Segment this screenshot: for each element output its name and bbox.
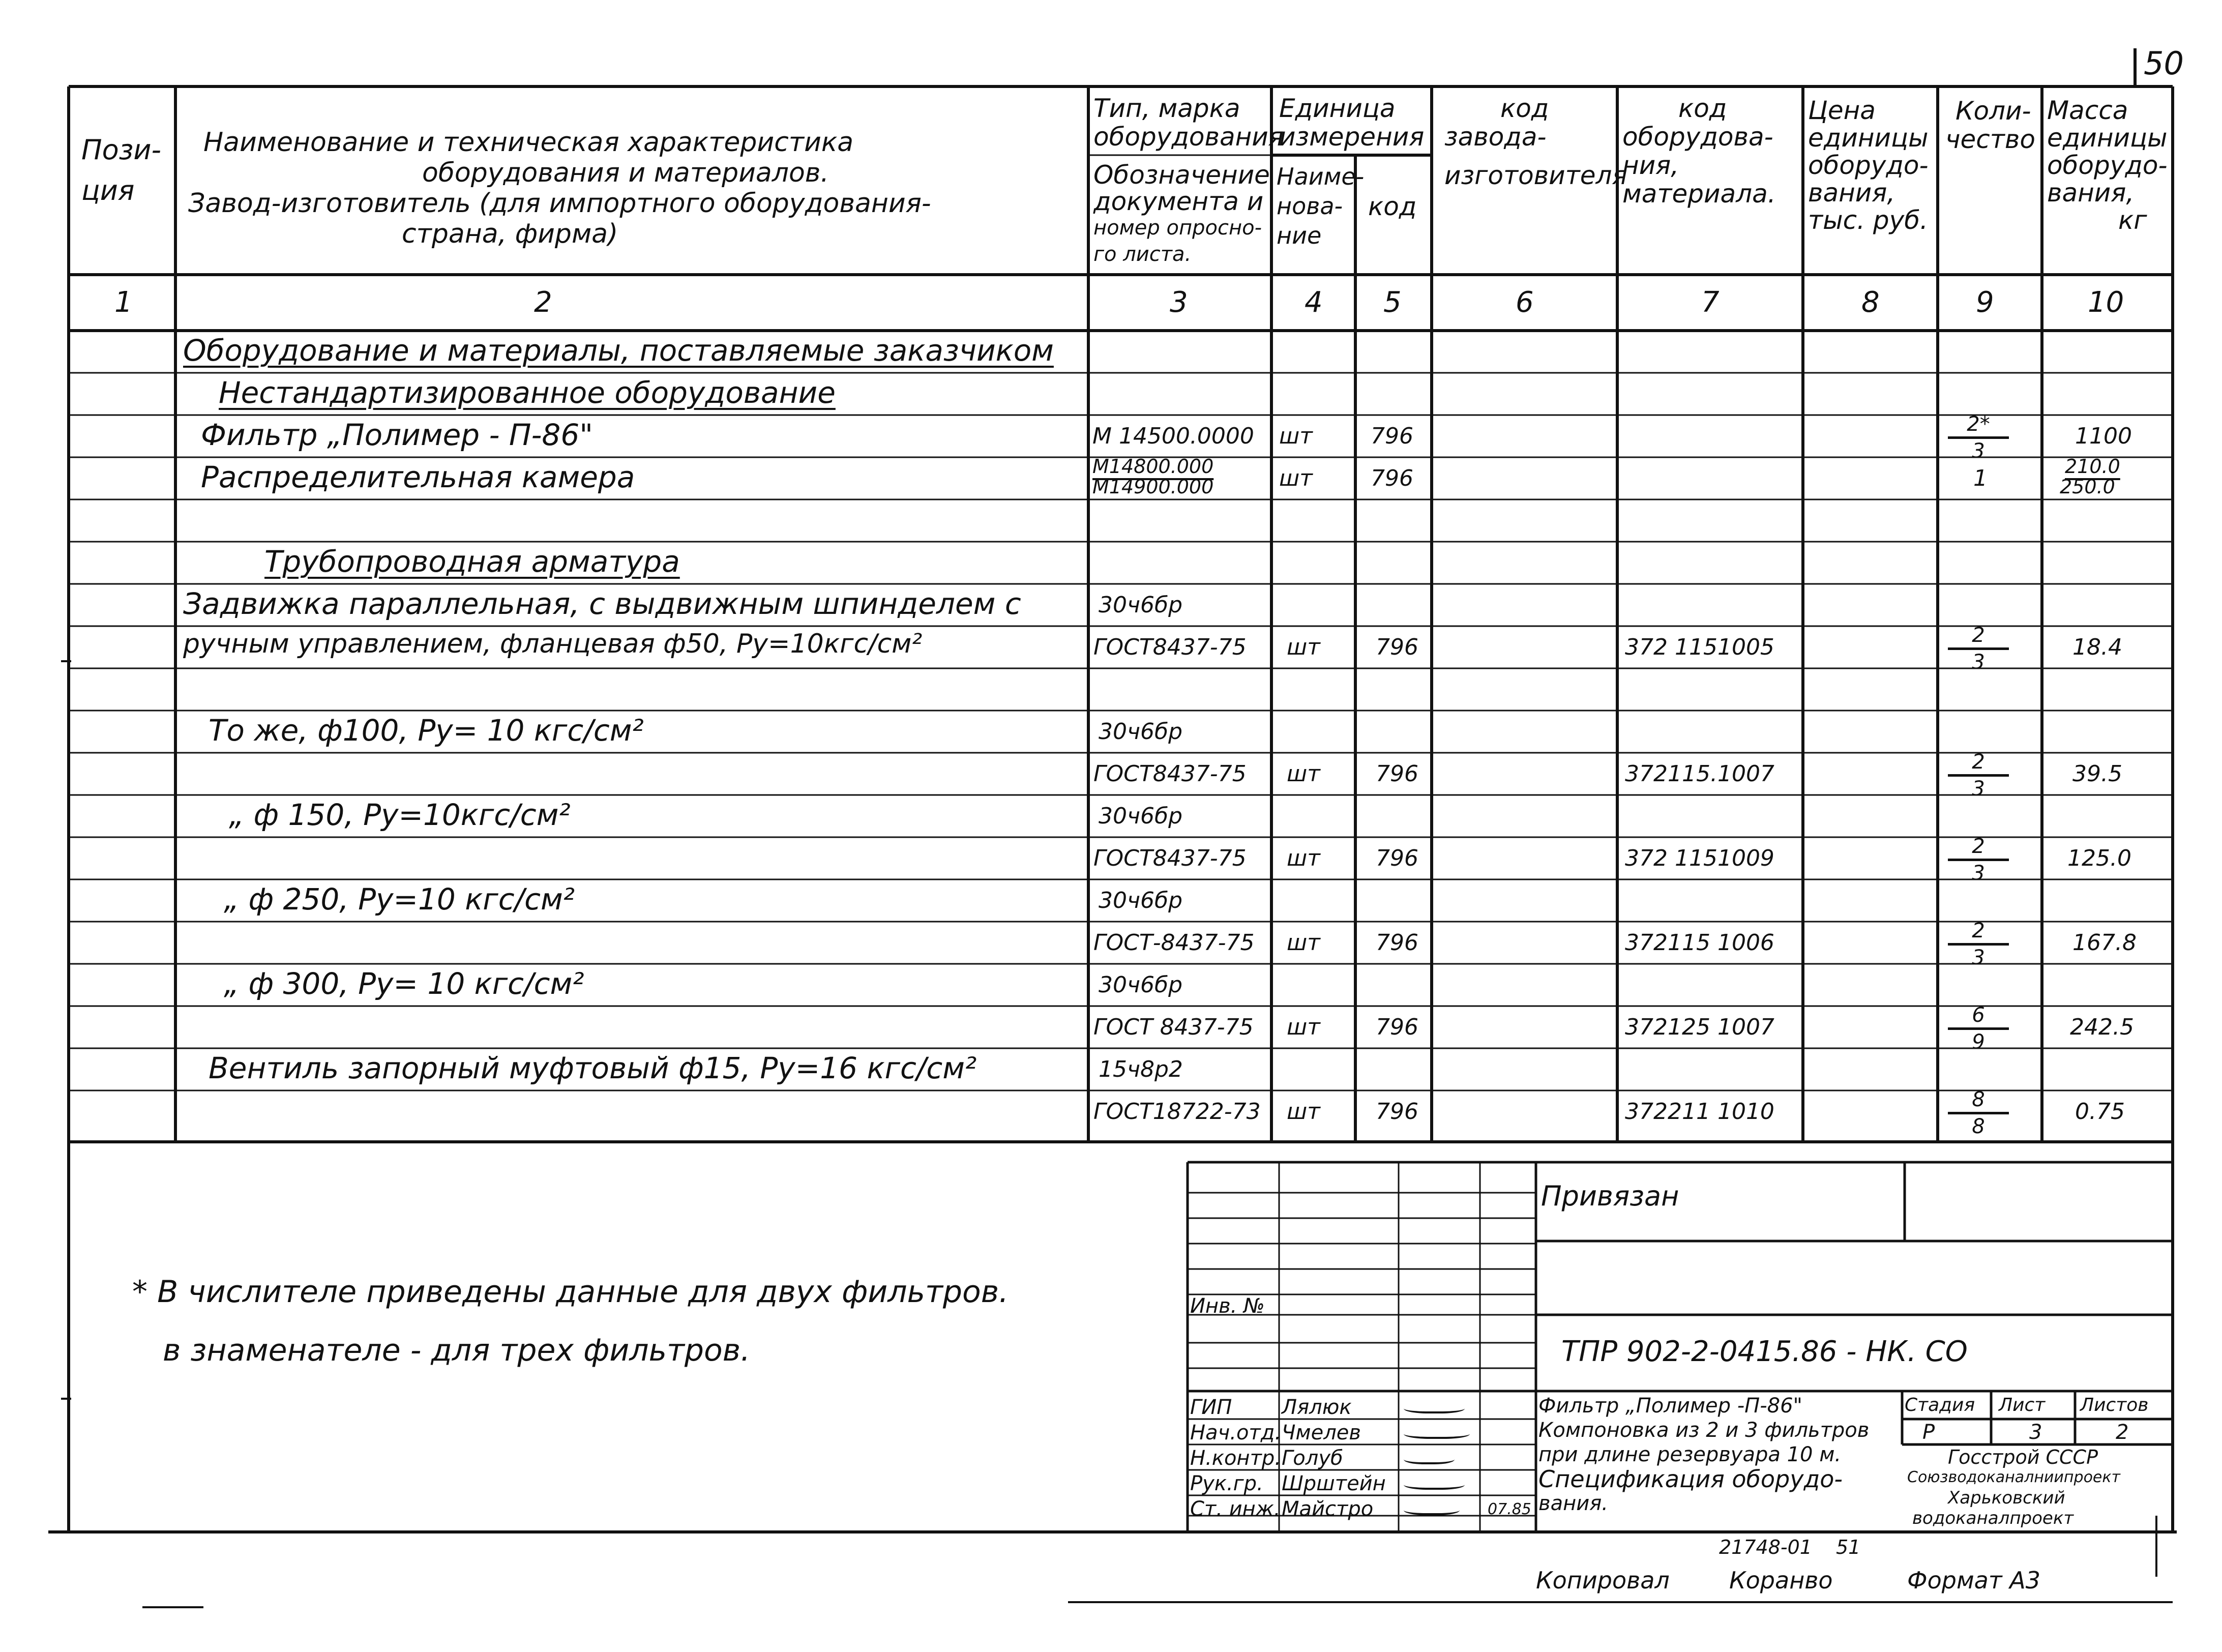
stamp-role: Н.контр. (1190, 1447, 1281, 1470)
fraction-bar (1948, 943, 2009, 946)
stamp-role: ГИП (1190, 1396, 1232, 1419)
row-document: ГОСТ 8437-75 (1093, 1014, 1254, 1040)
row-document: ГОСТ-8437-75 (1093, 930, 1255, 956)
fraction-bar (1948, 774, 2009, 777)
sheets-label: Листов (2080, 1395, 2149, 1415)
row-unit-code: 796 (1376, 930, 1418, 956)
quantity-denominator: 3 (1972, 777, 1985, 801)
row-unit-code: 796 (1371, 423, 1413, 449)
footnote-line: * В числителе приведены данные для двух фильтров. (132, 1274, 1009, 1310)
signature-mark (1404, 1427, 1470, 1439)
header-name-line: оборудования и материалов. (422, 158, 829, 188)
header-price-line: единицы (1808, 123, 1929, 153)
header-mass-line: кг (2118, 205, 2147, 235)
row-document: 30ч6бр (1099, 719, 1183, 745)
quantity-numerator: 2* (1967, 412, 1990, 436)
row-mass: 210.0 (2065, 455, 2120, 478)
row-name: Вентиль запорный муфтовый ф15, Ру=16 кгс/см² (209, 1051, 977, 1085)
row-mass: 0.75 (2075, 1099, 2125, 1125)
col-number: 4 (1305, 286, 1323, 319)
organization-line: Союзводоканалниипроект (1907, 1468, 2120, 1486)
row-name: Фильтр „Полимер - П-86" (201, 418, 593, 452)
row-quantity-fraction (1948, 1088, 2009, 1138)
row-document: М 14500.0000 (1092, 423, 1254, 449)
row-material-code: 372125 1007 (1625, 1014, 1774, 1040)
header-unit-code: код (1368, 192, 1417, 221)
header-document-line: Обозначение (1093, 160, 1270, 190)
header-type-line: Тип, марка (1093, 94, 1240, 123)
row-unit: шт (1287, 761, 1320, 787)
stage-label: Стадия (1905, 1395, 1975, 1415)
quantity-numerator: 2 (1972, 750, 1985, 774)
privyazan-label: Привязан (1541, 1180, 1679, 1212)
row-document: 30ч6бр (1099, 972, 1183, 998)
drawing-title-line: Спецификация оборудо- (1538, 1465, 1843, 1493)
header-quantity (1945, 97, 2035, 154)
row-name: Нестандартизированное оборудование (219, 375, 836, 410)
header-mass-line: вания, (2047, 178, 2135, 208)
row-unit-code: 796 (1371, 465, 1413, 491)
header-name (188, 127, 931, 249)
archive-number: 21748-01 (1719, 1536, 1812, 1558)
header-mass-line: оборудо- (2047, 151, 2168, 180)
row-unit: шт (1287, 930, 1320, 956)
stamp-name: Чмелев (1282, 1421, 1361, 1444)
signature-mark (1404, 1452, 1455, 1464)
row-document: ГОСТ8437-75 (1093, 761, 1247, 787)
quantity-numerator: 6 (1972, 1004, 1985, 1027)
row-quantity-fraction (1948, 413, 2009, 462)
row-name: То же, ф100, Ру= 10 кгс/см² (209, 713, 644, 748)
row-document: ГОСТ8437-75 (1093, 634, 1247, 660)
header-quantity-line: Коли- (1956, 96, 2031, 126)
row-document: 15ч8р2 (1099, 1056, 1183, 1082)
stamp-role: Нач.отд. (1190, 1421, 1282, 1444)
stamp-role: Рук.гр. (1190, 1472, 1263, 1495)
header-unit-name (1277, 162, 1364, 250)
header-material-code-line: ния, (1622, 151, 1679, 180)
page-number: 50 (2144, 45, 2184, 82)
organization (1907, 1447, 2120, 1528)
row-material-code: 372115.1007 (1625, 761, 1774, 787)
quantity-denominator: 8 (1972, 1115, 1985, 1138)
col-number: 9 (1976, 286, 1994, 319)
fraction-bar (1948, 436, 2009, 439)
header-factory-code (1439, 94, 1627, 190)
row-mass: 18.4 (2072, 634, 2122, 660)
row-unit: шт (1287, 845, 1320, 871)
header-factory-code-line: изготовителя (1444, 161, 1627, 190)
row-document: 30ч6бр (1099, 592, 1183, 618)
drawing-title-line: вания. (1538, 1492, 1609, 1515)
header-type (1093, 94, 1284, 151)
row-material-code: 372211 1010 (1625, 1099, 1774, 1125)
header-position-line: Пози- (81, 134, 161, 166)
col-number: 7 (1701, 286, 1720, 319)
col-number: 2 (534, 286, 552, 319)
stamp-names (1282, 1395, 1386, 1522)
col-number: 3 (1170, 286, 1188, 319)
header-position-line: ция (81, 174, 135, 206)
header-position (81, 130, 161, 211)
row-document: ГОСТ8437-75 (1093, 845, 1247, 871)
header-document-line: документа и (1093, 187, 1264, 216)
row-document: 30ч6бр (1099, 888, 1183, 913)
footnote-line: в знаменателе - для трех фильтров. (163, 1333, 751, 1368)
row-mass-alt: 250.0 (2060, 476, 2115, 498)
row-name: Трубопроводная арматура (264, 544, 680, 579)
row-quantity-fraction (1948, 835, 2009, 884)
format-label: Формат А3 (1907, 1567, 2040, 1594)
signature-mark (1404, 1401, 1465, 1413)
drawing-title-line: Фильтр „Полимер -П-86" (1538, 1394, 1802, 1418)
header-price-line: Цена (1808, 96, 1876, 125)
header-material-code-line: код (1678, 94, 1727, 123)
organization-line: Госстрой СССР (1948, 1446, 2098, 1468)
col-number: 1 (114, 286, 133, 319)
organization-line: Харьковский (1948, 1488, 2065, 1508)
row-name: „ ф 250, Ру=10 кгс/см² (224, 882, 575, 917)
quantity-numerator: 8 (1972, 1088, 1985, 1111)
row-quantity-fraction (1948, 920, 2009, 969)
row-mass: 1100 (2075, 423, 2132, 449)
header-factory-code-line: код (1500, 94, 1549, 123)
header-price-line: оборудо- (1808, 151, 1929, 180)
signature-mark (1404, 1478, 1465, 1490)
row-mass: 125.0 (2067, 845, 2131, 871)
drawing-title (1538, 1394, 1869, 1516)
stamp-roles (1190, 1395, 1281, 1522)
row-material-code: 372115 1006 (1625, 930, 1774, 956)
fraction-bar (1948, 1112, 2009, 1114)
header-material-code-line: материала. (1622, 179, 1776, 209)
header-mass (2047, 97, 2168, 234)
quantity-numerator: 2 (1972, 919, 1985, 942)
copied-label: Копировал (1536, 1567, 1670, 1594)
row-unit: шт (1287, 634, 1320, 660)
row-unit: шт (1279, 423, 1313, 449)
header-name-line: страна, фирма) (402, 219, 618, 249)
quantity-numerator: 2 (1972, 624, 1985, 647)
row-quantity-fraction (1948, 624, 2009, 673)
row-unit: шт (1279, 465, 1313, 491)
row-quantity-fraction (1948, 751, 2009, 800)
row-unit-code: 796 (1376, 845, 1418, 871)
row-mass: 167.8 (2072, 930, 2137, 956)
header-unit (1279, 94, 1424, 151)
header-price-line: вания, (1808, 178, 1895, 208)
header-factory-code-line: завода- (1444, 122, 1547, 152)
header-material-code (1622, 94, 1776, 208)
drawing-title-line: Компоновка из 2 и 3 фильтров (1538, 1419, 1870, 1442)
quantity-denominator: 3 (1972, 862, 1985, 885)
header-type-line: оборудования (1093, 122, 1284, 152)
row-name: „ ф 300, Ру= 10 кгс/см² (224, 966, 584, 1001)
quantity-denominator: 9 (1972, 1030, 1985, 1054)
stamp-name: Майстро (1282, 1497, 1374, 1521)
row-material-code: 372 1151009 (1625, 845, 1774, 871)
sheets-value: 2 (2116, 1421, 2129, 1444)
row-name: Оборудование и материалы, поставляемые заказчиком (183, 333, 1054, 368)
sign-date: 07.85 (1488, 1500, 1531, 1518)
header-unit-name-line: ние (1277, 222, 1322, 249)
row-name: „ ф 150, Ру=10кгс/см² (229, 798, 571, 832)
sheet-number: 51 (1836, 1536, 1861, 1558)
row-name: Задвижка параллельная, с выдвижным шпинделем с (183, 586, 1021, 621)
inventory-number-label: Инв. № (1190, 1294, 1265, 1318)
header-price-line: тыс. руб. (1808, 205, 1928, 235)
row-unit-code: 796 (1376, 634, 1418, 660)
row-mass: 242.5 (2070, 1014, 2134, 1040)
header-quantity-line: чество (1945, 125, 2035, 154)
row-unit-code: 796 (1376, 1099, 1418, 1125)
sheet-label: Лист (1999, 1395, 2046, 1415)
header-unit-line: Единица (1279, 94, 1396, 123)
row-material-code: 372 1151005 (1625, 634, 1774, 660)
header-price (1808, 97, 1929, 234)
document-code: ТПР 902-2-0415.86 - НК. СО (1561, 1335, 1968, 1368)
quantity-numerator: 2 (1972, 835, 1985, 858)
header-unit-name-line: Наиме- (1277, 163, 1365, 190)
stamp-name: Голуб (1282, 1447, 1343, 1470)
row-document: 30ч6бр (1099, 803, 1183, 829)
stage-value: Р (1922, 1421, 1935, 1444)
quantity-denominator: 3 (1972, 439, 1985, 463)
header-mass-line: единицы (2047, 123, 2168, 153)
fraction-bar (1948, 647, 2009, 650)
header-unit-name-line: нова- (1277, 192, 1343, 220)
row-unit-code: 796 (1376, 1014, 1418, 1040)
row-name: ручным управлением, фланцевая ф50, Ру=10кгс/см² (183, 629, 923, 659)
stamp-name: Лялюк (1282, 1396, 1352, 1419)
fraction-bar (1948, 859, 2009, 861)
header-name-line: Наименование и техническая характеристика (203, 127, 854, 158)
quantity-denominator: 3 (1972, 651, 1985, 674)
row-quantity: 1 (1973, 465, 1988, 491)
header-material-code-line: оборудова- (1622, 122, 1773, 152)
col-number: 6 (1516, 286, 1534, 319)
organization-line: водоканалпроект (1912, 1508, 2074, 1528)
header-unit-line: измерения (1279, 122, 1425, 152)
row-unit: шт (1287, 1099, 1320, 1125)
signature-mark (1404, 1503, 1460, 1515)
drawing-title-line: при длине резервуара 10 м. (1538, 1443, 1842, 1466)
row-document-alt: М14900.000 (1092, 476, 1214, 498)
row-unit-code: 796 (1376, 761, 1418, 787)
header-mass-line: Масса (2047, 96, 2128, 125)
row-mass: 39.5 (2072, 761, 2122, 787)
header-document-line: номер опросно- (1093, 216, 1262, 240)
col-number: 8 (1861, 286, 1880, 319)
copied-by: Коранво (1729, 1567, 1833, 1594)
col-number: 5 (1383, 286, 1402, 319)
row-quantity-fraction (1948, 1004, 2009, 1053)
stamp-role: Ст. инж. (1190, 1497, 1281, 1521)
row-name: Распределительная камера (201, 460, 635, 494)
row-document: ГОСТ18722-73 (1093, 1099, 1261, 1125)
row-document: М14800.000 (1092, 455, 1214, 478)
header-document-line: го листа. (1093, 243, 1192, 266)
fraction-bar (1948, 1027, 2009, 1030)
header-name-line: Завод-изготовитель (для импортного оборудования- (188, 188, 931, 219)
row-unit: шт (1287, 1014, 1320, 1040)
col-number: 10 (2088, 286, 2124, 319)
header-document (1093, 162, 1270, 268)
quantity-denominator: 3 (1972, 946, 1985, 969)
stamp-name: Шрштейн (1282, 1472, 1386, 1495)
sheet-value: 3 (2029, 1421, 2042, 1444)
